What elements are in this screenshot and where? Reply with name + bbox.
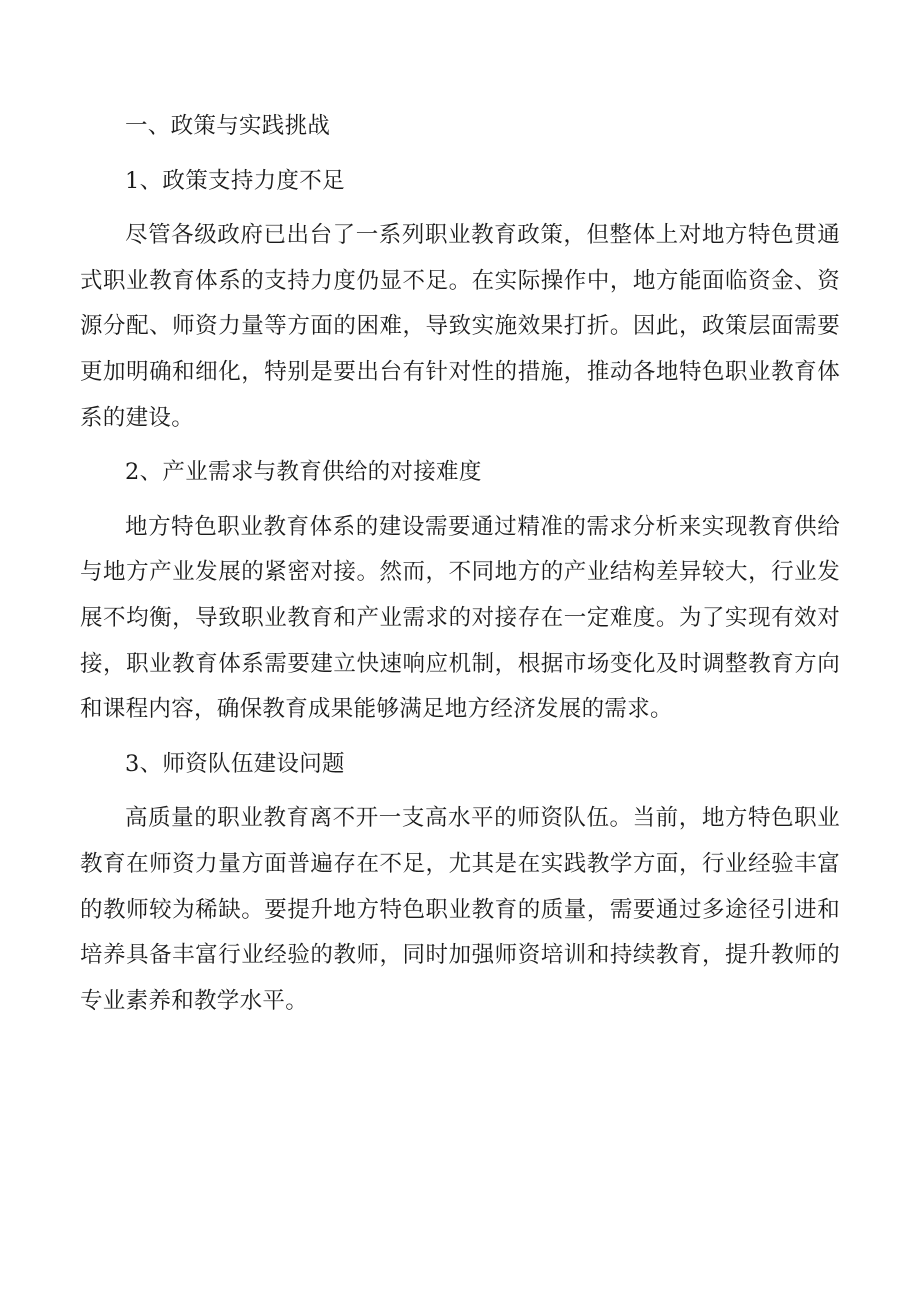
document-body xyxy=(80,104,840,1033)
subsection-3-heading: 3、师资队伍建设问题 xyxy=(125,750,345,777)
section-title: 一、政策与实践挑战 xyxy=(125,113,331,139)
subsection-1-paragraph: 尽管各级政府已出台了一系列职业教育政策，但整体上对地方特色贯通式职业教育体系的支持力度仍显不足。在实际操作中，地方能面临资金、资源分配、师资力量等方面的困难，导致实施效果打折。因此，政策层面需要更加明确和细化，特别是要出台有针对性的措施，推动各地特色职业教育体系的建设。 xyxy=(80,222,840,431)
subsection-1-heading: 1、政策支持力度不足 xyxy=(125,167,345,194)
subsection-3-paragraph: 高质量的职业教育离不开一支高水平的师资队伍。当前，地方特色职业教育在师资力量方面普遍存在不足，尤其是在实践教学方面，行业经验丰富的教师较为稀缺。要提升地方特色职业教育的质量，需要通过多途径引进和培养具备丰富行业经验的教师，同时加强师资培训和持续教育，提升教师的专业素养和教学水平。 xyxy=(80,805,840,1014)
subsection-2-heading: 2、产业需求与教育供给的对接难度 xyxy=(125,459,482,486)
subsection-2-paragraph: 地方特色职业教育体系的建设需要通过精准的需求分析来实现教育供给与地方产业发展的紧密对接。然而，不同地方的产业结构差异较大，行业发展不均衡，导致职业教育和产业需求的对接存在一定难度。为了实现有效对接，职业教育体系需要建立快速响应机制，根据市场变化及时调整教育方向和课程内容，确保教育成果能够满足地方经济发展的需求。 xyxy=(80,513,840,723)
